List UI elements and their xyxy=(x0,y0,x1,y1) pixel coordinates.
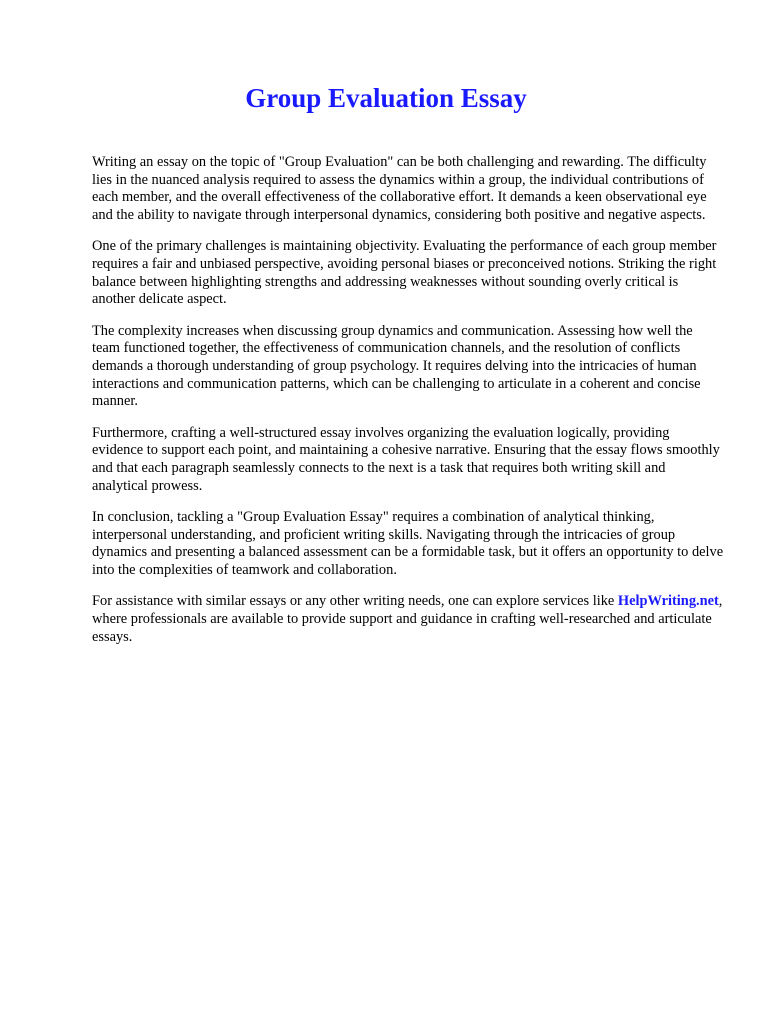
paragraph-intro: Writing an essay on the topic of "Group Evaluation" can be both challenging and rewarding. The difficulty lies in the nuanced analysis required to assess the dynamics within a group, the individual contributions of each member, and the overall effectiveness of the collaborative effort. It demands a keen observational eye and the ability to navigate through interpersonal dynamics, considering both positive and negative aspects. xyxy=(92,154,707,223)
paragraph-objectivity: One of the primary challenges is maintaining objectivity. Evaluating the performance of each group member requires a fair and unbiased perspective, avoiding personal biases or preconceived notions. Striking the right balance between highlighting strengths and addressing weaknesses without sounding overly critical is another delicate aspect. xyxy=(92,238,717,308)
closing-text-after-link: , where professionals are available to provide support and guidance in crafting well-researched and articulate essays. xyxy=(92,593,723,645)
document-title: Group Evaluation Essay xyxy=(245,83,527,113)
closing-text-before-link: For assistance with similar essays or any other writing needs, one can explore services like xyxy=(92,593,618,610)
helpwriting-link[interactable]: HelpWriting.net xyxy=(617,593,719,610)
paragraph-complexity: The complexity increases when discussing group dynamics and communication. Assessing how well the team functioned together, the effectiveness of communication channels, and the resolution of conflicts demands a thorough understanding of group psychology. It requires delving into the intricacies of human interactions and communication patterns, which can be challenging to articulate in a coherent and concise manner. xyxy=(92,322,701,410)
paragraph-conclusion: In conclusion, tackling a "Group Evaluation Essay" requires a combination of analytical thinking, interpersonal understanding, and proficient writing skills. Navigating through the intricacies of group dynamics and presenting a balanced assessment can be a formidable task, but it offers an opportunity to delve into the complexities of teamwork and collaboration. xyxy=(92,509,724,578)
paragraph-structure: Furthermore, crafting a well-structured essay involves organizing the evaluation logically, providing evidence to support each point, and maintaining a cohesive narrative. Ensuring that the essay flows smoothly and that each paragraph seamlessly connects to the next is a task that requires both writing skill and analytical prowess. xyxy=(92,424,720,494)
paragraph-closing xyxy=(92,593,724,646)
